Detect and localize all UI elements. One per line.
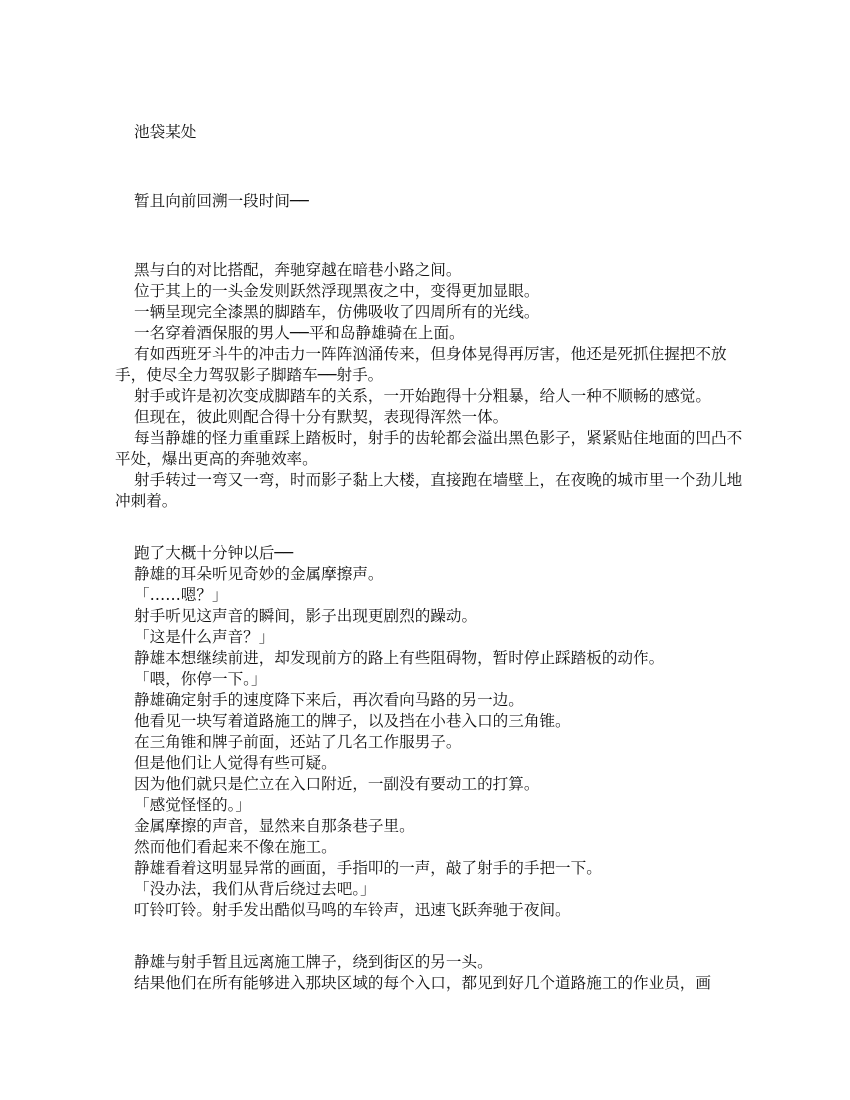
paragraph: 静雄确定射手的速度降下来后，再次看向马路的另一边。 <box>134 691 524 709</box>
paragraph: 金属摩擦的声音，显然来自那条巷子里。 <box>134 817 415 835</box>
paragraph: 但是他们让人觉得有些可疑。 <box>134 754 337 772</box>
paragraph: 但现在，彼此则配合得十分有默契，表现得浑然一体。 <box>134 408 509 426</box>
paragraph: 结果他们在所有能够进入那块区域的每个入口，都见到好几个道路施工的作业员，画 <box>134 974 711 992</box>
paragraph: 「这是什么声音？」 <box>134 628 275 646</box>
paragraph: 他看见一块写着道路施工的牌子，以及挡在小巷入口的三角锥。 <box>134 712 571 730</box>
paragraph: 位于其上的一头金发则跃然浮现黑夜之中，变得更加显眼。 <box>134 282 540 300</box>
paragraph: 跑了大概十分钟以后── <box>134 544 294 562</box>
paragraph: 有如西班牙斗牛的冲击力一阵阵汹涌传来，但身体晃得再厉害，他还是死抓住握把不放手，使尽全力驾驭影子脚踏车──射手。 <box>115 345 727 384</box>
paragraph: 静雄与射手暂且远离施工牌子，绕到街区的另一头。 <box>134 953 493 971</box>
paragraph: 射手或许是初次变成脚踏车的关系，一开始跑得十分粗暴，给人一种不顺畅的感觉。 <box>134 387 711 405</box>
section-3 <box>115 952 755 994</box>
paragraph: 在三角锥和牌子前面，还站了几名工作服男子。 <box>134 733 462 751</box>
paragraph: 黑与白的对比搭配，奔驰穿越在暗巷小路之间。 <box>134 261 462 279</box>
paragraph: 静雄看着这明显异常的画面，手指叩的一声，敲了射手的手把一下。 <box>134 859 602 877</box>
paragraph: 然而他们看起来不像在施工。 <box>134 838 337 856</box>
paragraph: 「没办法，我们从背后绕过去吧。」 <box>134 880 376 898</box>
location-heading-block <box>115 122 755 143</box>
section-1 <box>115 260 755 512</box>
paragraph: 「感觉怪怪的。」 <box>134 796 251 814</box>
paragraph: 射手转过一弯又一弯，时而影子黏上大楼，直接跑在墙壁上，在夜晚的城市里一个劲儿地冲刺着。 <box>115 471 743 510</box>
location-heading: 池袋某处 <box>134 123 197 141</box>
paragraph: 静雄本想继续前进，却发现前方的路上有些阻碍物，暂时停止踩踏板的动作。 <box>134 649 665 667</box>
paragraph: 射手听见这声音的瞬间，影子出现更剧烈的躁动。 <box>134 607 478 625</box>
time-heading: 暂且向前回溯一段时间── <box>134 192 309 210</box>
paragraph: 叮铃叮铃。射手发出酷似马鸣的车铃声，迅速飞跃奔驰于夜间。 <box>134 901 571 919</box>
paragraph: 静雄的耳朵听见奇妙的金属摩擦声。 <box>134 565 384 583</box>
paragraph: 「喂，你停一下。」 <box>134 670 267 688</box>
paragraph: 一辆呈现完全漆黑的脚踏车，仿佛吸收了四周所有的光线。 <box>134 303 540 321</box>
paragraph: 因为他们就只是伫立在入口附近，一副没有要动工的打算。 <box>134 775 540 793</box>
paragraph: 每当静雄的怪力重重踩上踏板时，射手的齿轮都会溢出黑色影子，紧紧贴住地面的凹凸不平处，爆出更高的奔驰效率。 <box>115 429 743 468</box>
time-heading-block <box>115 191 755 212</box>
paragraph: 「……嗯？」 <box>134 586 228 604</box>
paragraph: 一名穿着酒保服的男人──平和岛静雄骑在上面。 <box>134 324 465 342</box>
section-2 <box>115 543 755 921</box>
